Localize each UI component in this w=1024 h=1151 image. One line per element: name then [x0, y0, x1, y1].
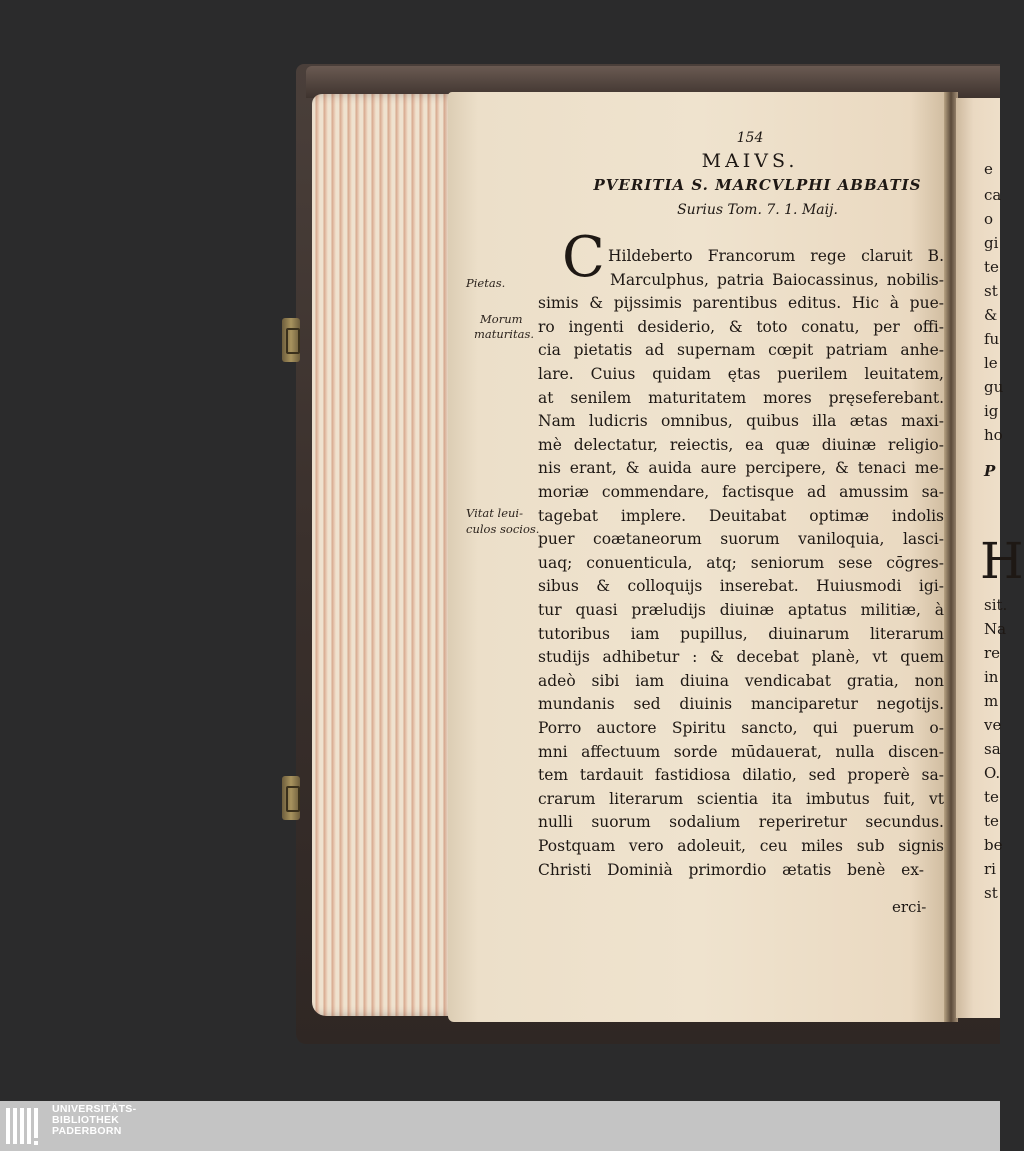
- library-logo-icon: [4, 1104, 46, 1148]
- drop-cap: C: [562, 225, 605, 290]
- book-clasp-lower: [282, 776, 300, 820]
- margin-note-socios: culos socios.: [466, 522, 540, 536]
- facing-page-fragment: Na: [984, 620, 1007, 638]
- margin-note-morum: Morum: [480, 312, 523, 326]
- chapter-heading: PVERITIA S. MARCVLPHI ABBATIS: [593, 176, 922, 194]
- facing-page-fragment: ri: [984, 860, 996, 878]
- body-line: simis & pijssimis parentibus editus. Hic à pue-: [538, 294, 944, 313]
- body-line: sibus & colloquijs inserebat. Huiusmodi igi-: [538, 577, 944, 596]
- facing-page-fragment: H: [980, 532, 1024, 590]
- facing-page-fragment: m: [984, 692, 999, 710]
- facing-page-fragment: te: [984, 258, 999, 276]
- facing-page-fragment: o: [984, 210, 994, 228]
- library-name: [52, 1104, 136, 1137]
- body-line: Christi Dominià primordio ætatis benè ex-: [538, 860, 924, 879]
- margin-note-vitat: Vitat leui-: [466, 506, 523, 520]
- body-line: lare. Cuius quidam ętas puerilem leuitatem,: [538, 365, 944, 383]
- body-line: nulli suorum sodalium reperiretur secundus.: [538, 813, 944, 832]
- facing-page-fragment: sit.: [984, 596, 1008, 614]
- facing-page-fragment: ig: [984, 402, 999, 420]
- library-name-line3: PADERBORN: [52, 1125, 122, 1137]
- body-line: studijs adhibetur : & decebat planè, vt quem: [538, 648, 944, 667]
- facing-page-fragment: in: [984, 668, 999, 686]
- facing-page-fragment: ho: [984, 426, 1003, 444]
- body-line: Nam ludicris omnibus, quibus illa ætas maxi-: [538, 412, 944, 431]
- source-reference: Surius Tom. 7. 1. Maij.: [677, 202, 838, 218]
- catchword: erci-: [892, 898, 927, 916]
- facing-page-fragment: fu: [984, 330, 1000, 348]
- body-line: ro ingenti desiderio, & toto conatu, per offi-: [538, 317, 944, 336]
- facing-page-fragment: gi: [984, 234, 999, 252]
- page-number: 154: [736, 130, 764, 146]
- body-line: puer coætaneorum suorum vaniloquia, lasci-: [538, 530, 944, 549]
- facing-page-fragment: re: [984, 644, 1001, 662]
- facing-page-fragment: te: [984, 788, 999, 806]
- facing-page-fragment: O.: [984, 764, 1001, 782]
- body-line: Marculphus, patria Baiocassinus, nobilis-: [610, 270, 944, 289]
- facing-page-fragment: e: [984, 160, 993, 178]
- body-line: mni affectuum sorde mūdauerat, nulla discen-: [538, 742, 944, 761]
- facing-page-fragment: P: [984, 462, 996, 480]
- body-line: mundanis sed diuinis manciparetur negotijs.: [538, 695, 944, 714]
- body-line: tutoribus iam pupillus, diuinarum literarum: [538, 624, 944, 643]
- facing-page-fragment: be: [984, 836, 1003, 854]
- facing-page-fragment: te: [984, 812, 999, 830]
- body-line: Hildeberto Francorum rege claruit B.: [608, 247, 944, 265]
- facing-page-fragment: &: [984, 306, 998, 324]
- facing-page-fragment: le: [984, 354, 998, 372]
- body-line: nis erant, & auida aure percipere, & tenaci me-: [538, 459, 944, 478]
- body-line: Postquam vero adoleuit, ceu miles sub signis: [538, 837, 944, 855]
- body-line: adeò sibi iam diuina vendicabat gratia, non: [538, 671, 944, 690]
- library-name-line1: UNIVERSITÄTS-: [52, 1103, 137, 1115]
- margin-note-pietas: Pietas.: [466, 276, 506, 290]
- running-head: MAIVS.: [701, 150, 799, 172]
- library-footer-bar: [0, 1101, 1000, 1151]
- body-line: crarum literarum scientia ita imbutus fuit, vt: [538, 789, 944, 808]
- page-fore-edge: [312, 94, 458, 1016]
- body-line: cia pietatis ad supernam cœpit patriam anhe-: [538, 341, 944, 360]
- facing-page-fragment: st: [984, 884, 998, 902]
- body-line: tagebat implere. Deuitabat optimæ indolis: [538, 506, 944, 525]
- library-name-line2: BIBLIOTHEK: [52, 1114, 120, 1126]
- body-line: tur quasi præludijs diuinæ aptatus militiæ, à: [538, 601, 944, 619]
- margin-note-maturitas: maturitas.: [474, 327, 534, 341]
- book-clasp-upper: [282, 318, 300, 362]
- body-line: at senilem maturitatem mores pręseferebant.: [538, 388, 944, 407]
- facing-page-fragment: ve: [984, 716, 1002, 734]
- body-line: uaq; conuenticula, atq; seniorum sese cōgres-: [538, 553, 944, 572]
- body-line: Porro auctore Spiritu sancto, qui puerum o-: [538, 719, 944, 737]
- facing-page-fragment: st: [984, 282, 998, 300]
- facing-page-fragment: sa: [984, 740, 1001, 758]
- body-line: tem tardauit fastidiosa dilatio, sed properè sa-: [538, 766, 944, 785]
- facing-page-fragment: gu: [984, 378, 1004, 396]
- facing-page-fragment: ca: [984, 186, 1002, 204]
- body-line: moriæ commendare, factisque ad amussim sa-: [538, 483, 944, 501]
- body-line: mè delectatur, reiectis, ea quæ diuinæ religio-: [538, 435, 944, 454]
